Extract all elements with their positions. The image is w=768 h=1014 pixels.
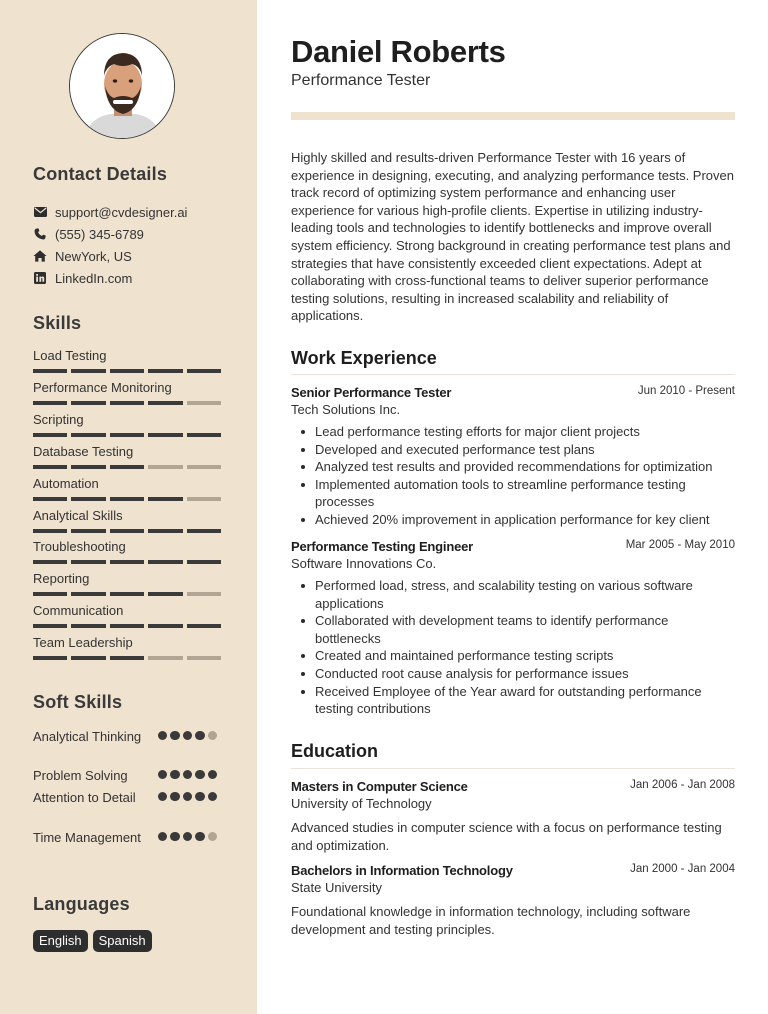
sidebar [0,0,257,1014]
skill-item [33,603,223,628]
skill-name: Database Testing [33,443,134,459]
candidate-role: Performance Tester [291,72,431,89]
soft-skill-name: Attention to Detail [33,790,136,805]
skill-level-segment [33,624,67,628]
soft-skill-rating [158,731,217,740]
skill-level-bar [33,592,223,596]
skill-level-bar [33,624,223,628]
skill-item [33,508,223,533]
skill-level-bar [33,465,223,469]
rating-dot [208,792,217,801]
soft-skill-rating [158,792,217,801]
skill-level-segment [148,560,182,564]
rating-dot [183,770,192,779]
skill-level-segment [33,401,67,405]
degree-title: Masters in Computer Science [291,779,468,794]
bullet-item: Lead performance testing efforts for major client projects [291,423,735,441]
skill-item [33,380,223,405]
education-description: Foundational knowledge in information technology, including software development and testing principles. [291,904,691,937]
home-icon [33,249,47,263]
skill-level-segment [110,529,144,533]
rating-dot [158,770,167,779]
skill-level-segment [71,624,105,628]
education-entry [291,778,735,854]
soft-skill-name: Time Management [33,830,141,845]
bullet-item: Analyzed test results and provided recommendations for optimization [291,458,735,476]
soft-skill-item [33,728,223,745]
bullet-item: Developed and executed performance test plans [291,441,735,459]
rating-dot [158,731,167,740]
skill-level-segment [71,656,105,660]
education-description: Advanced studies in computer science with a focus on performance testing and optimization. [291,820,722,853]
avatar [69,33,175,139]
skill-level-bar [33,560,223,564]
rating-dot [208,770,217,779]
job-title: Senior Performance Tester [291,385,452,400]
section-divider [291,374,735,375]
contact-email[interactable] [33,204,187,220]
skill-item [33,348,223,373]
skill-level-bar [33,369,223,373]
skill-level-segment [187,401,221,405]
linkedin-icon [33,271,47,285]
job-bullets [291,423,735,529]
skill-level-segment [187,624,221,628]
job-date: Jun 2010 - Present [637,385,735,397]
skill-level-segment [33,369,67,373]
skill-level-segment [110,497,144,501]
skill-level-segment [148,433,182,437]
skill-level-segment [71,401,105,405]
skill-item [33,571,223,596]
soft-skill-rating [158,770,217,779]
skill-level-segment [187,592,221,596]
bullet-item: Implemented automation tools to streamline performance testing processes [291,476,735,511]
skill-name: Troubleshooting [33,539,126,555]
skill-level-segment [71,433,105,437]
skill-level-segment [110,592,144,596]
skill-name: Load Testing [33,348,107,363]
bullet-item: Received Employee of the Year award for outstanding performance testing contributions [291,683,735,718]
skill-level-segment [71,560,105,564]
degree-title: Bachelors in Information Technology [291,863,513,878]
skill-level-segment [33,465,67,469]
skill-level-segment [33,592,67,596]
rating-dot [195,792,204,801]
skill-level-segment [187,369,221,373]
school-name: University of Technology [291,796,432,811]
bullet-item: Collaborated with development teams to identify performance bottlenecks [291,612,735,647]
skill-level-segment [33,497,67,501]
skill-level-bar [33,433,223,437]
contact-linkedin[interactable] [33,270,132,286]
skill-level-bar [33,656,223,660]
skill-level-segment [187,560,221,564]
skill-level-segment [148,497,182,501]
school-name: State University [291,880,383,895]
skill-name: Scripting [33,411,84,427]
soft-skill-item [33,767,223,784]
job-entry [291,538,735,718]
skill-name: Performance Monitoring [33,379,172,395]
skill-level-segment [110,560,144,564]
skill-level-segment [148,529,182,533]
skill-level-segment [71,465,105,469]
skill-name: Analytical Skills [33,507,123,523]
skill-level-segment [71,529,105,533]
languages-heading: Languages [33,894,130,914]
rating-dot [195,832,204,841]
header-divider [291,112,735,120]
soft-skill-item [33,789,223,806]
soft-skill-rating [158,832,217,841]
profile-summary: Highly skilled and results-driven Performance Tester with 16 years of experience in designing, executing, and analyzing performance tests. Proven track record of optimizing system performance and enhancing user experience for various high-profile clients. Expertise in utilizing industry-leading tools and technologies to identify bottlenecks and improve overall system efficiency. Strong background in creating performance test plans and strategies that have consistently exceeded client expectations. Adept at collaborating with cross-functional teams to deliver superior performance testing solutions, resulting in increased scalability and reliability of applications. [291,150,734,324]
skill-level-segment [33,529,67,533]
rating-dot [183,731,192,740]
job-company: Tech Solutions Inc. [291,402,401,417]
contact-heading: Contact Details [33,164,168,184]
skill-level-segment [187,433,221,437]
profile-photo [70,34,175,139]
skill-level-segment [110,656,144,660]
contact-location [33,248,132,264]
skill-level-segment [187,529,221,533]
rating-dot [158,792,167,801]
skill-level-segment [71,369,105,373]
rating-dot [195,731,204,740]
skill-level-segment [33,560,67,564]
rating-dot [195,770,204,779]
skill-level-segment [33,656,67,660]
skill-level-segment [33,433,67,437]
soft-skill-name: Problem Solving [33,768,128,783]
languages-list [33,930,152,952]
rating-dot [183,832,192,841]
skill-level-segment [187,497,221,501]
skill-item [33,476,223,501]
soft-skill-item [33,829,223,846]
main-content [291,0,735,1014]
work-experience-heading: Work Experience [291,348,437,368]
skill-name: Reporting [33,571,90,587]
skill-name: Automation [33,475,99,491]
skill-level-segment [148,401,182,405]
skill-level-segment [110,369,144,373]
education-date: Jan 2006 - Jan 2008 [630,779,735,791]
bullet-item: Achieved 20% improvement in application performance for key client [291,511,735,529]
skill-level-segment [187,465,221,469]
contact-phone-text: (555) 345-6789 [55,226,144,242]
skill-level-segment [148,624,182,628]
skill-level-segment [71,592,105,596]
skill-level-segment [148,592,182,596]
contact-linkedin-text: LinkedIn.com [55,270,133,286]
rating-dot [208,832,217,841]
rating-dot [183,792,192,801]
skill-level-bar [33,529,223,533]
skill-level-segment [187,656,221,660]
phone-icon [33,227,47,241]
contact-email-text: support@cvdesigner.ai [55,204,188,220]
language-tag: Spanish [93,930,152,952]
rating-dot [208,731,217,740]
skill-item [33,635,223,660]
skill-level-segment [71,497,105,501]
language-tag: English [33,930,88,952]
skill-level-bar [33,401,223,405]
skill-level-segment [110,465,144,469]
job-title: Performance Testing Engineer [291,539,473,554]
skill-level-segment [148,369,182,373]
skills-heading: Skills [33,313,82,333]
rating-dot [170,792,179,801]
skill-item [33,412,223,437]
contact-phone[interactable] [33,226,144,242]
bullet-item: Conducted root cause analysis for performance issues [291,665,735,683]
job-company: Software Innovations Co. [291,556,437,571]
skill-level-segment [110,624,144,628]
rating-dot [158,832,167,841]
skill-level-segment [148,465,182,469]
soft-skill-name: Analytical Thinking [33,729,142,744]
skill-item [33,444,223,469]
skill-level-bar [33,497,223,501]
education-entry [291,862,735,938]
skill-level-segment [110,401,144,405]
skill-level-segment [110,433,144,437]
skill-level-segment [148,656,182,660]
job-bullets [291,577,735,718]
skill-item [33,539,223,564]
skill-name: Team Leadership [33,635,133,651]
skill-name: Communication [33,603,124,619]
bullet-item: Created and maintained performance testing scripts [291,647,735,665]
education-heading: Education [291,741,379,761]
contact-location-text: NewYork, US [55,248,132,264]
bullet-item: Performed load, stress, and scalability testing on various software applications [291,577,735,612]
job-date: Mar 2005 - May 2010 [625,539,735,551]
job-entry [291,384,735,529]
soft-skills-heading: Soft Skills [33,692,123,712]
candidate-name: Daniel Roberts [291,34,506,69]
rating-dot [170,832,179,841]
envelope-icon [33,205,47,219]
rating-dot [170,731,179,740]
education-date: Jan 2000 - Jan 2004 [630,863,735,875]
section-divider [291,768,735,769]
rating-dot [170,770,179,779]
